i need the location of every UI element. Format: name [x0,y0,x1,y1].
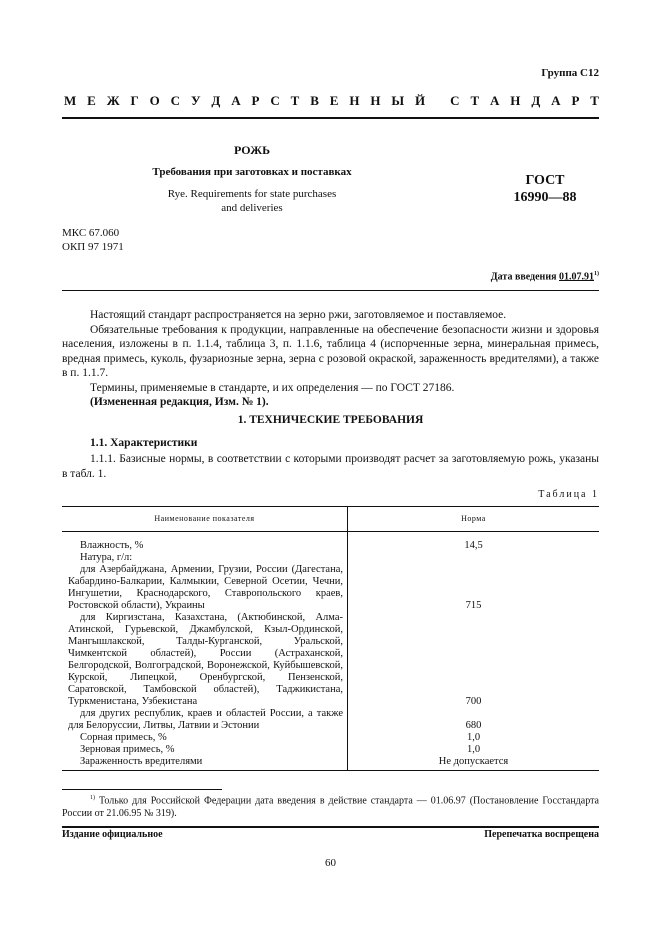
subtitle-en-line2: and deliveries [221,202,283,214]
table-header-rule [62,531,599,532]
row-value: 1,0 [466,744,481,755]
row-value: 715 [465,600,482,611]
row-name: для Азербайджана, Армении, Грузии, России (Дагестана, Кабардино-Балкарии, Калмыкии, Северной Осетии, Чечни, Ингушетии, Краснодарского, Ставропольского краев, Ростовской области), Украины [68,564,343,611]
date-rule [62,290,599,291]
heading-letter: Т [590,93,599,108]
reprint-prohibited: Перепечатка воспрещена [484,829,599,840]
table-row [62,552,599,564]
intro-p1: Настоящий стандарт распространяется на зерно ржи, заготовляемое и поставляемое. [90,309,507,321]
table-row [62,756,599,768]
document-title: РОЖЬ [233,143,271,157]
table-row [62,612,599,708]
row-name: Зараженность вредителями [80,756,203,767]
heading-letter: Ж [106,93,120,108]
row-value: 14,5 [464,540,483,551]
heading-letter: А [231,93,241,108]
row-value: 1,0 [466,732,481,743]
heading-letter: А [490,93,500,108]
heading-letter: Й [415,93,426,108]
heading-letter: Н [370,93,381,108]
table-row [62,540,599,552]
heading-letter: Д [211,93,221,108]
table-row [62,564,599,612]
subsection-title: 1.1. Характеристики [90,437,198,449]
heading-letter: О [149,93,160,108]
heading-letter: Д [531,93,541,108]
heading-letter: С [170,93,181,108]
date-footnote-mark: 1) [594,271,599,277]
row-name: Влажность, % [80,540,144,551]
subtitle-ru: Требования при заготовках и поставках [152,166,352,178]
heading-letter: А [551,93,561,108]
subtitle-en-line1: Rye. Requirements for state purchases [167,188,337,200]
row-name: Зерновая примесь, % [80,744,175,755]
effective-date [491,271,599,282]
heading-letter: Е [87,93,96,108]
heading-letter [436,93,439,109]
norms-table [62,506,599,771]
heading-letter: С [270,93,280,108]
heading-letter: С [450,93,460,108]
row-name: для Киргизстана, Казахстана, (Актюбинской, Алма-Атинской, Гурьевской, Джамбулской, Кзыл-Ординской, Мангышлакской, Талды-Курганской, Уральской, Чимкентской областей), России (Астраханской, Белгородской, Волгоградской, Воронежской, Куйбышевской, Курской, Липецкой, Оренбургской, Пензенской, Саратовской, Тамбовской областей), Таджикистана, Туркменистана, Узбекистана [68,612,343,707]
official-edition: Издание официальное [62,829,163,840]
page-number: 60 [325,857,336,869]
table-row [62,744,599,756]
row-value: 700 [465,696,482,707]
heading-letter: Н [349,93,360,108]
intro-p3: Термины, применяемые в стандарте, и их определения — по ГОСТ 27186. [90,381,455,394]
row-name: Сорная примесь, % [80,732,167,743]
heading-letter: Г [130,93,139,108]
date-value: 01.07.91 [559,271,594,283]
table-header-indicator: Наименование показателя [154,514,255,523]
header-rule [62,117,599,119]
intro-text [62,308,599,410]
table-row [62,732,599,744]
footnote [62,792,599,820]
heading-letter: Р [571,93,580,108]
heading-letter: Н [510,93,521,108]
row-name: Натура, г/л: [80,552,133,563]
footnote-rule [62,789,222,790]
gost-designation [485,172,605,206]
table-row [62,708,599,732]
subtitle-en [62,187,442,215]
footnote-text: Только для Российской Федерации дата введения в действие стандарта — 01.06.97 (Постановление Госстандарта России от 21.06.95 № 319). [62,795,599,820]
intro-p2: Обязательные требования к продукции, направленные на обеспечение безопасности жизни и здоровья населения, изложены в п. 1.1.4, таблица 3, п. 1.1.6, таблица 4 (испорченные зерна, минеральная примесь, вредная примесь, куколь, фузариозные зерна, зерна с розовой окраской, зараженность вредителями), а также в п. 1.1.7. [62,323,599,379]
heading-letter: Ы [391,93,405,108]
standard-type-heading [64,93,599,109]
row-value: 680 [465,720,482,731]
row-name: для других республик, краев и областей России, а также для Белоруссии, Литвы, Латвии и Эстонии [68,708,343,731]
heading-letter: У [190,93,201,108]
heading-letter: Р [251,93,260,108]
subsection-text [62,452,599,481]
clause-1-1-1: 1.1.1. Базисные нормы, в соответствии с которыми производят расчет за заготовляемую рожь, указаны в табл. 1. [62,453,599,480]
heading-letter: В [310,93,319,108]
table-caption: Таблица 1 [538,489,599,500]
intro-p4: (Измененная редакция, Изм. № 1). [90,396,269,408]
mks-code: МКС 67.060 [62,227,120,239]
date-label: Дата введения [490,271,557,283]
table-body [62,540,599,768]
footer-rule [62,826,599,828]
section-title: 1. ТЕХНИЧЕСКИЕ ТРЕБОВАНИЯ [237,414,424,426]
okp-code: ОКП 97 1971 [62,241,124,253]
classification-codes [62,226,124,254]
table-header-norm: Норма [461,514,486,523]
heading-letter: Т [290,93,300,108]
group-code: Группа С12 [541,67,599,79]
heading-letter: Е [329,93,339,108]
heading-letter: М [64,93,77,108]
gost-label: ГОСТ [525,173,565,188]
heading-letter: Т [470,93,480,108]
footnote-mark: 1) [90,795,95,801]
row-value: Не допускается [438,756,509,767]
gost-number: 16990—88 [513,190,577,205]
